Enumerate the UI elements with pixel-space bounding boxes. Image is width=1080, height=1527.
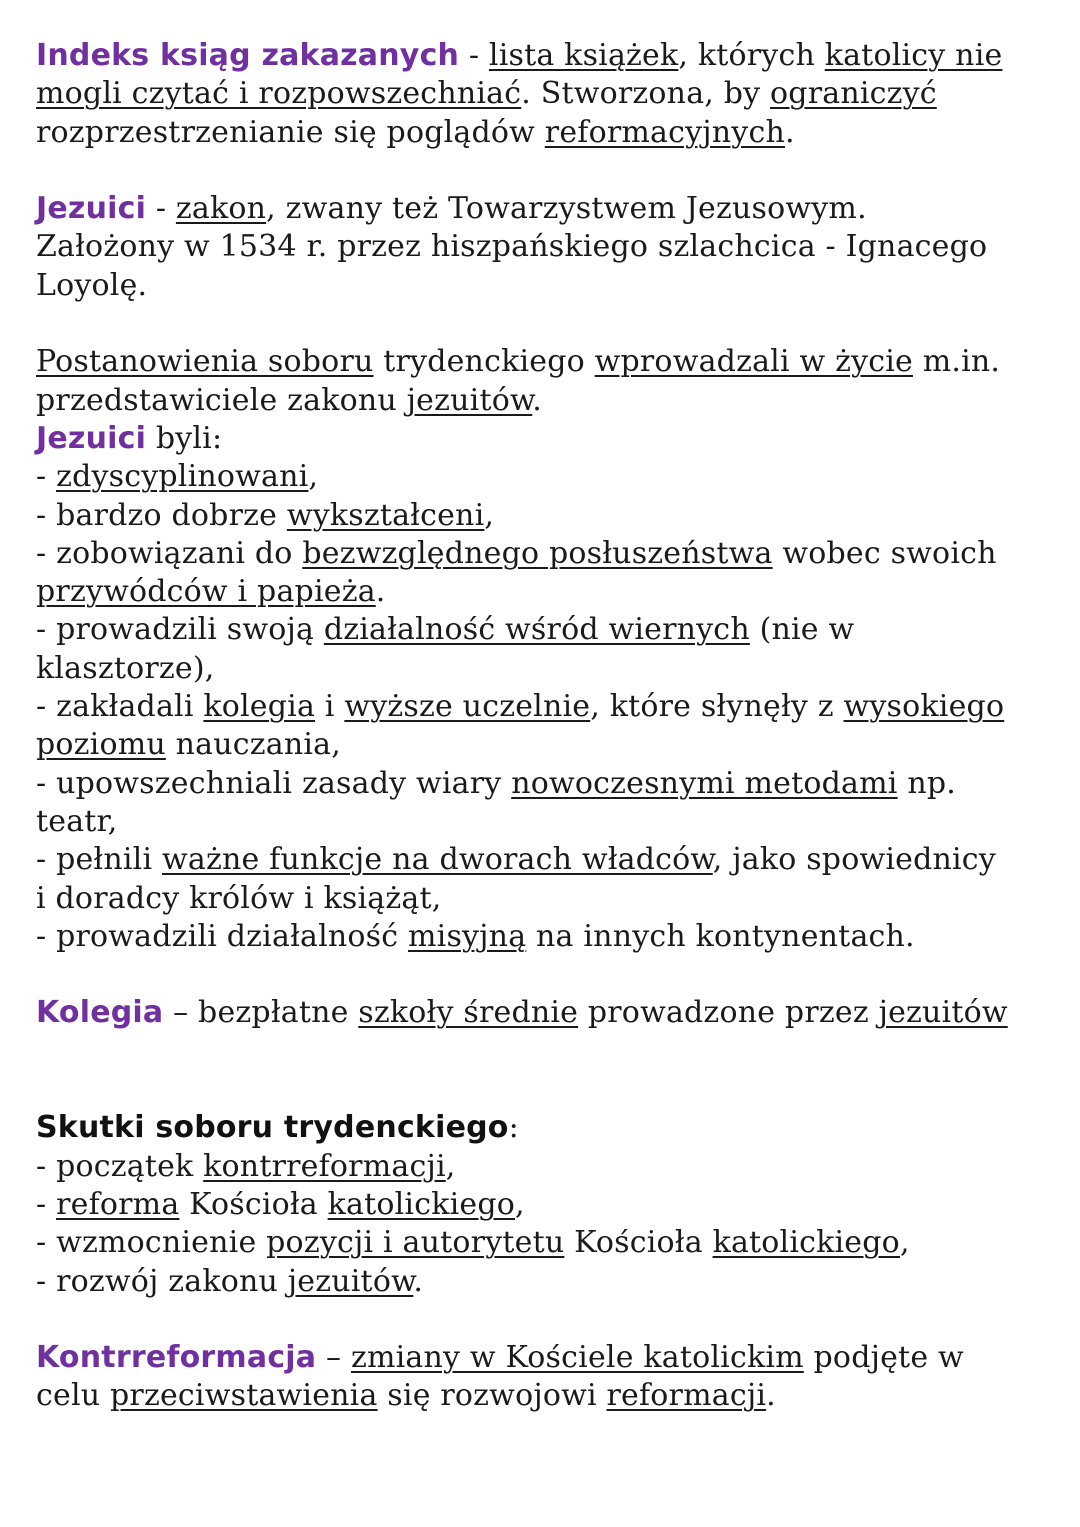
postanowienia-line-1 bbox=[36, 343, 1046, 381]
underlined-text: poziomu bbox=[36, 727, 166, 763]
list-item bbox=[36, 918, 1046, 956]
text: . bbox=[784, 114, 795, 150]
text: Kościoła bbox=[564, 1225, 713, 1261]
text: i bbox=[315, 689, 345, 725]
text: – bezpłatne bbox=[163, 995, 359, 1031]
text: , które słynęły z bbox=[590, 689, 844, 725]
text: - zobowiązani do bbox=[36, 535, 303, 571]
jezuici-line-1 bbox=[36, 190, 1046, 228]
list-item-cont: klasztorze), bbox=[36, 650, 215, 686]
text: , bbox=[484, 497, 495, 533]
text: - bbox=[36, 459, 57, 495]
text: . bbox=[532, 382, 543, 418]
list-item bbox=[36, 611, 1046, 649]
text: - wzmocnienie bbox=[36, 1225, 267, 1261]
list-item-cont: i doradcy królów i książąt, bbox=[36, 880, 442, 916]
list-item bbox=[36, 458, 1046, 496]
postanowienia-line-2 bbox=[36, 382, 1046, 420]
list-item-cont bbox=[36, 573, 1046, 611]
underlined-text: działalność wśród wiernych bbox=[323, 612, 750, 648]
underlined-text: przeciwstawienia bbox=[110, 1378, 378, 1414]
underlined-text: mogli czytać i rozpowszechniać bbox=[36, 76, 522, 112]
text: - prowadzili działalność bbox=[36, 918, 408, 954]
underlined-text: kolegia bbox=[203, 689, 316, 725]
text: - bbox=[146, 191, 176, 227]
text: wobec swoich bbox=[772, 535, 997, 571]
text: rozprzestrzenianie się poglądów bbox=[36, 114, 545, 150]
list-item-cont: teatr, bbox=[36, 803, 118, 839]
text: - rozwój zakonu bbox=[36, 1263, 288, 1299]
underlined-text: misyjną bbox=[408, 918, 527, 954]
text: . bbox=[375, 574, 386, 610]
section-skutki bbox=[36, 1109, 1046, 1300]
text: - bardzo dobrze bbox=[36, 497, 287, 533]
text: , których bbox=[678, 38, 825, 73]
indeks-line-2 bbox=[36, 75, 1046, 113]
underlined-text: bezwzględnego posłuszeństwa bbox=[302, 535, 773, 571]
text: celu bbox=[36, 1378, 111, 1414]
kontrreformacja-line-1 bbox=[36, 1339, 1046, 1377]
term-skutki: Skutki soboru trydenckiego bbox=[36, 1110, 509, 1146]
text: się rozwojowi bbox=[377, 1378, 607, 1414]
text: , bbox=[445, 1148, 456, 1184]
text: - pełnili bbox=[36, 842, 162, 878]
list-item bbox=[36, 841, 1046, 879]
section-kolegia bbox=[36, 994, 1046, 1032]
term-kolegia: Kolegia bbox=[36, 995, 164, 1031]
underlined-text: reformacyjnych bbox=[544, 114, 785, 150]
text: , bbox=[515, 1186, 525, 1222]
underlined-text: jezuitów bbox=[287, 1263, 414, 1299]
list-item-cont bbox=[36, 726, 1046, 764]
list-item bbox=[36, 497, 1046, 535]
text: - prowadzili swoją bbox=[36, 612, 324, 648]
list-item bbox=[36, 1263, 1046, 1301]
text: . Stworzona, by bbox=[521, 76, 771, 112]
section-postanowienia bbox=[36, 343, 1046, 420]
text: : bbox=[508, 1110, 519, 1146]
underlined-text: ograniczyć bbox=[770, 76, 937, 112]
list-item bbox=[36, 1148, 1046, 1186]
text: Kościoła bbox=[179, 1186, 328, 1222]
term-jezuici-2: Jezuici bbox=[36, 420, 147, 456]
underlined-text: Postanowienia soboru bbox=[36, 344, 374, 380]
jezuici-line-2: Założony w 1534 r. przez hiszpańskiego szlachcica - Ignacego bbox=[36, 229, 988, 265]
indeks-line-1 bbox=[36, 37, 1046, 75]
underlined-text: wyższe uczelnie bbox=[344, 689, 591, 725]
underlined-text: wysokiego bbox=[843, 689, 1005, 725]
text: , zwany też Towarzystwem Jezusowym. bbox=[266, 191, 867, 227]
underlined-text: zakon bbox=[175, 191, 267, 227]
jezuici-byli-heading bbox=[36, 420, 1046, 458]
text: . bbox=[413, 1263, 424, 1299]
skutki-heading bbox=[36, 1109, 1046, 1147]
text: np. bbox=[897, 765, 956, 801]
text: - zakładali bbox=[36, 689, 204, 725]
underlined-text: katolicy nie bbox=[824, 38, 1003, 73]
term-indeks: Indeks ksiąg zakazanych bbox=[36, 38, 460, 73]
underlined-text: szkoły średnie bbox=[358, 995, 579, 1031]
underlined-text: lista książek bbox=[488, 38, 679, 73]
underlined-text: reformacji bbox=[606, 1378, 767, 1414]
term-kontrreformacja: Kontrreformacja bbox=[36, 1340, 317, 1376]
text: – bbox=[316, 1340, 351, 1376]
underlined-text: jezuitów bbox=[878, 995, 1008, 1031]
list-item bbox=[36, 1186, 1046, 1224]
term-jezuici: Jezuici bbox=[36, 191, 147, 227]
text: trydenckiego bbox=[373, 344, 595, 380]
underlined-text: ważne funkcje na dworach władców bbox=[162, 842, 713, 878]
underlined-text: nowoczesnymi metodami bbox=[511, 765, 898, 801]
text: - bbox=[36, 1186, 57, 1222]
text: m.in. bbox=[913, 344, 1001, 380]
text: , jako spowiednicy bbox=[712, 842, 996, 878]
underlined-text: katolickiego bbox=[712, 1225, 900, 1261]
text: przedstawiciele zakonu bbox=[36, 382, 407, 418]
text: , bbox=[899, 1225, 910, 1261]
text: na innych kontynentach. bbox=[526, 918, 915, 954]
section-jezuici-byli bbox=[36, 420, 1046, 956]
list-item bbox=[36, 688, 1046, 726]
text: podjęte w bbox=[803, 1340, 964, 1376]
underlined-text: przywódców i papieża bbox=[36, 574, 376, 610]
underlined-text: zdyscyplinowani bbox=[56, 459, 309, 495]
text: , bbox=[308, 459, 319, 495]
text: prowadzone przez bbox=[578, 995, 879, 1031]
text: - bbox=[459, 38, 489, 73]
text: - upowszechniali zasady wiary bbox=[36, 765, 512, 801]
list-item bbox=[36, 765, 1046, 803]
section-indeks bbox=[36, 37, 1046, 152]
underlined-text: jezuitów bbox=[406, 382, 533, 418]
indeks-line-3 bbox=[36, 114, 1046, 152]
underlined-text: reforma bbox=[56, 1186, 180, 1222]
underlined-text: wprowadzali w życie bbox=[594, 344, 913, 380]
text: nauczania, bbox=[165, 727, 342, 763]
text: byli: bbox=[146, 420, 223, 456]
underlined-text: wykształceni bbox=[286, 497, 485, 533]
text: (nie w bbox=[749, 612, 855, 648]
text: . bbox=[766, 1378, 776, 1414]
section-jezuici-definition bbox=[36, 190, 1046, 305]
kontrreformacja-line-2 bbox=[36, 1377, 1046, 1415]
underlined-text: kontrreformacji bbox=[203, 1148, 446, 1184]
list-item bbox=[36, 535, 1046, 573]
text: - początek bbox=[36, 1148, 204, 1184]
document-page bbox=[36, 37, 1046, 1416]
underlined-text: pozycji i autorytetu bbox=[266, 1225, 565, 1261]
underlined-text: katolickiego bbox=[327, 1186, 516, 1222]
underlined-text: zmiany w Kościele katolickim bbox=[350, 1340, 804, 1376]
list-item bbox=[36, 1224, 1046, 1262]
kolegia-line bbox=[36, 994, 1046, 1032]
jezuici-line-3: Loyolę. bbox=[36, 267, 148, 303]
section-kontrreformacja bbox=[36, 1339, 1046, 1416]
